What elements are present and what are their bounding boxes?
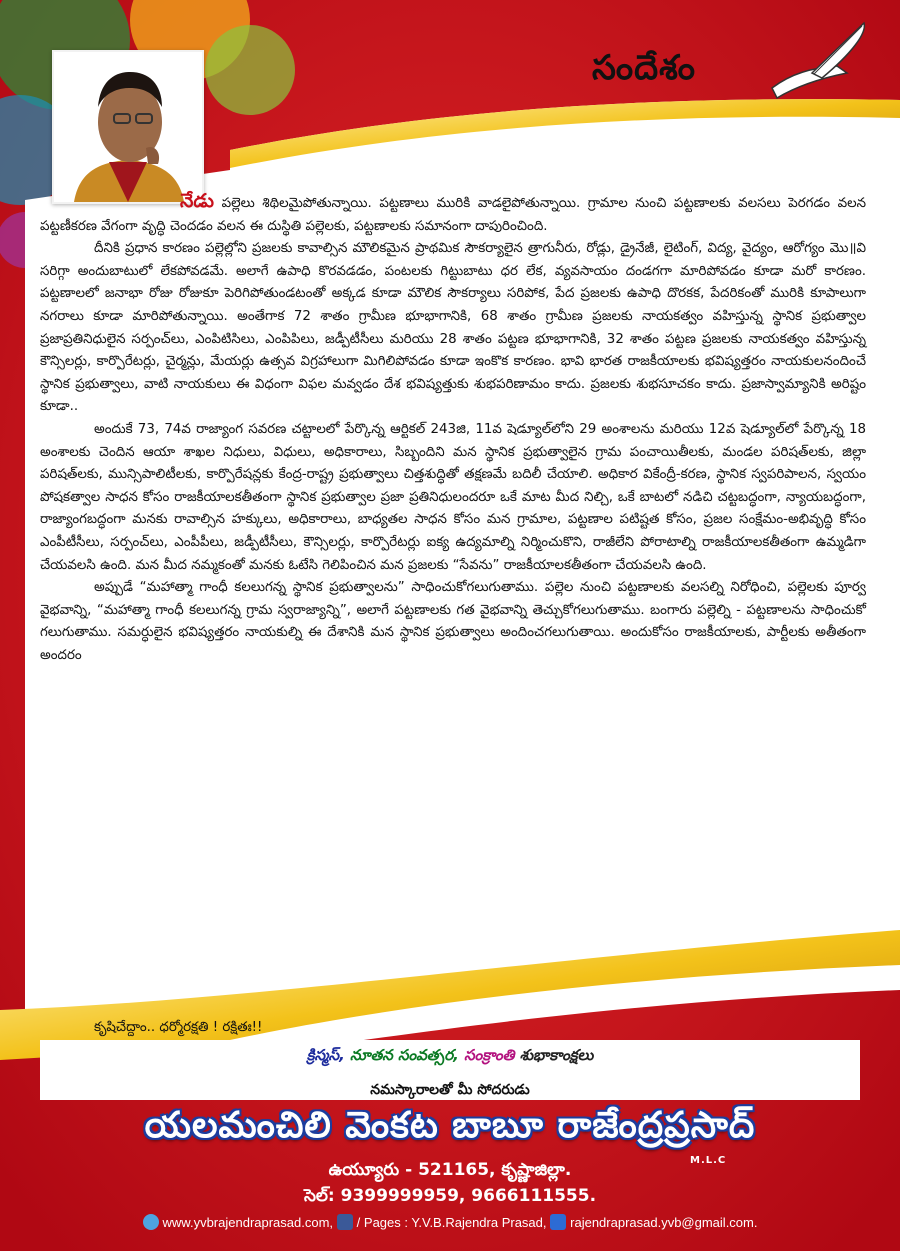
namaskar-line: నమస్కారాలతో మీ సోదరుడు [370,1082,530,1098]
greeting-sankranti: సంక్రాంతి [464,1046,515,1064]
contact-footer [0,1214,900,1230]
portrait-image [54,52,202,202]
sign-off: కృషిచేద్దాం.. ధర్మోరక్షతి ! రక్షితః!! [94,1020,263,1035]
sender-address: ఉయ్యూరు - 521165, కృష్ణాజిల్లా. [328,1160,572,1180]
page-heading: సందేశం [592,48,697,88]
letter-paragraph: అప్పుడే “మహాత్మా గాంధీ కలలుగన్న స్థానిక ప్రభుత్వాలను” సాధించుకోగలుగుతాము. పల్లెల నుంచి పట్టణాలకు వలసల్ని నిరోధించి, పల్లెలకు పూర్వ వైభవాన్ని, “మహాత్మా గాంధీ కలలుగన్న గ్రామ స్వరాజ్యాన్ని”, అలాగే పట్టణాలకు గత వైభవాన్ని తెచ్చుకోగలుగుతాము. బంగారు పల్లెల్ని - పట్టణాలను సాధించుకో గలుగుతాము. సమర్ధులైన భవిష్యత్తరం నాయకుల్ని ఈ దేశానికి మన స్థానిక ప్రభుత్వాలు అందించగలుగుతాయి. అందుకోసం రాజకీయాలకు, పార్టీలకు అతీతంగా అందరం [40,580,866,663]
greetings-line [0,1046,900,1068]
quill-pen-icon [752,18,872,118]
letter-paragraph: దీనికి ప్రధాన కారణం పల్లెల్లోని ప్రజలకు కావాల్సిన మౌలికమైన ప్రాథమిక సౌకర్యాలైన త్రాగునీరు, రోడ్లు, డ్రైనేజీ, లైటింగ్, విద్య, వైద్యం, ఆరోగ్యం మొ॥వి సరిగ్గా అందుబాటులో లేకపోవడమే. అలాగే ఉపాధి కొరవడడం, పంటలకు గిట్టుబాటు ధర లేక, వ్యవసాయం దండగగా మారిపోవడం కూడా మరో కారణం. పట్టణాలలో జనాభా రోజు రోజుకూ పెరిగిపోతుండటంతో అక్కడ కూడా మౌలిక సౌకర్యాలు సరిపోక, పేద ప్రజలకు ఉపాధి దొరకక, పేదరికంతో మురికి కూపాలుగా నగరాలు కూడా మారిపోతున్నాయి. అంతేగాక 72 శాతం గ్రామీణ భూభాగానికి, 68 శాతం గ్రామీణ ప్రజలకు నాయకత్వం వహిస్తున్న స్థానిక ప్రభుత్వాల ప్రజాప్రతినిధులైన సర్పంచ్‌లు, ఎంపిటిసిలు, ఎంపిపిలు, జడ్పీటీసీలు మరియు 28 శాతం పట్టణ భూభాగానికి, 32 శాతం పట్టణ ప్రజలకు నాయకత్వం వహిస్తున్న కౌన్సిలర్లు, కార్పొరేటర్లు, చైర్మన్లు, మేయర్లు ఉత్సవ విగ్రహాలుగా మిగిలిపోవడం కూడా ఇంకొక కారణం. భావి భారత రాజకీయాలకు భవిష్యత్తరం నాయకులనందించే స్థానిక ప్రభుత్వాలు, వాటి నాయకులు ఈ విధంగా విఫల మవ్వడం దేశ భవిష్యత్తుకు శుభపరిణామం కాదు. ప్రజలకు శుభసూచకం కాదు. ప్రజాస్వామ్యానికి అరిష్టం కూడా.. [40,241,866,415]
lead-word: నేడు [180,190,214,212]
letter-body [40,190,866,667]
letter-paragraph: అందుకే 73, 74వ రాజ్యాంగ సవరణ చట్టాలలో పేర్కొన్న ఆర్టికల్ 243జి, 11వ షెడ్యూల్‌లోని 29 అంశాలను మరియు 12వ షెడ్యూల్‌లో పేర్కొన్న 18 అంశాలకు చెందిన ఆయా శాఖల నిధులు, విధులు, అధికారాలు, సిబ్బందిని మన స్థానిక ప్రభుత్వాలైన గ్రామ పంచాయితీలకు, మండల పరిషత్‌లకు, జిల్లా పరిషత్‌లకు, మున్సిపాలిటీలకు, కార్పొరేషన్లకు కేంద్ర-రాష్ట్ర ప్రభుత్వాలు చిత్తశుద్ధితో తక్షణమే బదిలీ చేయాలి. అధికార వికేంద్రీ-కరణ, స్థానిక స్వపరిపాలన, స్వయం పోషకత్వాల సాధన కోసం రాజకీయాలకతీతంగా స్థానిక ప్రభుత్వాల ప్రజా ప్రతినిధులందరూ ఒకే మాట మీద నిల్చి, ఒకే బాటలో నడిచి చట్టబద్ధంగా, న్యాయబద్ధంగా, రాజ్యాంగబద్ధంగా మనకు రావాల్సిన హక్కులు, అధికారాలు, బాధ్యతల సాధన కోసం మన గ్రామాల, పట్టణాల పటిష్టత కోసం, ప్రజల సంక్షేమం-అభివృద్ధి కోసం ఎంపీటీసీలు, సర్పంచ్‌లు, ఎంపీపీలు, జడ్పీటీసీలు, కౌన్సిలర్లు, కార్పొరేటర్లు ఐక్య ఉద్యమాల్ని నిర్మించుకొని, రాజీలేని పోరాటాల్ని రాజకీయాలకతీతంగా ఉమ్మడిగా చేయవలసి ఉంది. మన మీద నమ్మకంతో మనకు ఓటేసి గెలిపించిన మన ప్రజలకు “సేవను” రాజకీయాలకతీతంగా చేయవలసి ఉంది. [40,421,866,573]
profile-photo [52,50,204,204]
mail-icon [550,1214,566,1230]
website-link[interactable]: www.yvbrajendraprasad.com, [162,1215,334,1230]
greeting-christmas: క్రిస్మస్, [306,1046,345,1064]
letter-paragraph: నేడు పల్లెలు శిథిలమైపోతున్నాయి. పట్టణాలు మురికి వాడలైపోతున్నాయి. గ్రామాల నుంచి పట్టణాలకు వలసలు పెరగడం వలన పట్టణీకరణ వేగంగా వృద్ధి చెందడం వలన ఈ దుస్థితి పల్లెలకు, పట్టణాలకు సమానంగా దాపురించింది. [40,190,866,234]
facebook-pages-link[interactable]: / Pages : Y.V.B.Rajendra Prasad, [356,1215,547,1230]
sender-title: M.L.C [690,1155,727,1166]
globe-icon [143,1214,159,1230]
sender-phone: సెల్: 9399999959, 9666111555. [303,1186,597,1206]
email-link[interactable]: rajendraprasad.yvb@gmail.com. [570,1215,758,1230]
greeting-new-year: నూతన సంవత్సర, [350,1046,459,1064]
facebook-icon [337,1214,353,1230]
greeting-wishes: శుభాకాంక్షలు [519,1046,594,1064]
sender-name: యలమంచిలి వెంకట బాబూ రాజేంద్రప్రసాద్ [144,1104,756,1146]
